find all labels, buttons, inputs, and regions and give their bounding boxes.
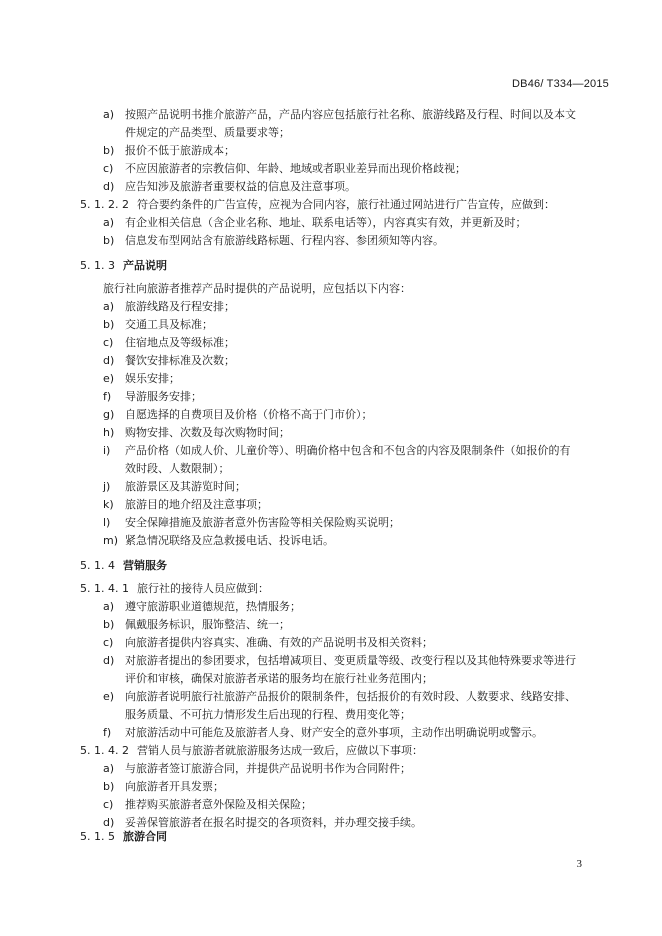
list-item-text: 旅游线路及行程安排；	[125, 300, 235, 313]
section-title: 产品说明	[122, 259, 167, 272]
clause-5-1-4-2	[80, 742, 423, 760]
page-number: 3	[576, 858, 582, 870]
list-label: b)	[103, 144, 115, 157]
list-item-text: 遵守旅游职业道德规范，热情服务；	[125, 600, 301, 613]
list-item-text: 向旅游者说明旅行社旅游产品报价的限制条件，包括报价的有效时段、人数要求、线路安排、	[125, 690, 576, 703]
list-label: d)	[103, 354, 115, 367]
clause-text: 营销人员与旅游者就旅游服务达成一致后，应做以下事项：	[136, 744, 423, 757]
list-item-text: 佩戴服务标识，服饰整洁、统一；	[125, 618, 290, 631]
clause-number: 5. 1. 4. 1	[80, 582, 129, 595]
list-label: k)	[103, 498, 114, 511]
list-item-text: 餐饮安排标准及次数；	[125, 354, 235, 367]
list-label: e)	[103, 690, 115, 703]
list-label: c)	[103, 636, 114, 649]
list-item-text: 向旅游者提供内容真实、准确、有效的产品说明书及相关资料；	[125, 636, 433, 649]
list-item-text: 评价和审核，确保对旅游者承诺的服务均在旅行社业务范围内；	[125, 672, 433, 685]
list-label: b)	[103, 618, 115, 631]
list-label: g)	[103, 408, 115, 421]
list-item-text: 旅游景区及其游览时间；	[125, 480, 246, 493]
list-label: f)	[103, 390, 112, 403]
list-label: a)	[103, 108, 115, 121]
list-item-text: 娱乐安排；	[125, 372, 180, 385]
list-label: a)	[103, 300, 115, 313]
clause-number: 5. 1. 4. 2	[80, 744, 129, 757]
list-item-text: 服务质量、不可抗力情形发生后出现的行程、费用变化等；	[125, 708, 411, 721]
list-item-text: 紧急情况联络及应急救援电话、投诉电话。	[125, 534, 334, 547]
section-title: 旅游合同	[122, 830, 167, 843]
list-label: a)	[103, 600, 115, 613]
list-item-text: 件规定的产品类型、质量要求等；	[125, 126, 290, 139]
list-label: a)	[103, 216, 115, 229]
section-title: 营销服务	[122, 559, 167, 572]
list-label: i)	[103, 444, 111, 457]
section-heading-5-1-5	[80, 828, 167, 846]
list-item-text: 效时段、人数限制）；	[125, 462, 230, 475]
list-label: c)	[103, 798, 114, 811]
clause-number: 5. 1. 2. 2	[80, 198, 129, 211]
list-item-text: 购物安排、次数及每次购物时间；	[125, 426, 290, 439]
list-item-text: 推荐购买旅游者意外保险及相关保险；	[125, 798, 312, 811]
document-standard-id: DB46/ T334—2015	[512, 78, 609, 90]
list-item-text: 导游服务安排；	[125, 390, 202, 403]
list-label: c)	[103, 162, 114, 175]
list-item-text: 住宿地点及等级标准；	[125, 336, 235, 349]
list-label: b)	[103, 318, 115, 331]
list-label: d)	[103, 654, 115, 667]
list-item-text: 交通工具及标准；	[125, 318, 213, 331]
section-intro: 旅行社向旅游者推荐产品时提供的产品说明，应包括以下内容：	[103, 282, 411, 295]
list-item-text: 对旅游活动中可能危及旅游者人身、财产安全的意外事项，主动作出明确说明或警示。	[125, 726, 543, 739]
list-item-text: 有企业相关信息（含企业名称、地址、联系电话等），内容真实有效，并更新及时；	[125, 216, 527, 229]
clause-5-1-2-2	[80, 196, 555, 214]
list-item-text: 信息发布型网站含有旅游线路标题、行程内容、参团须知等内容。	[125, 234, 444, 247]
list-item-text: 对旅游者提出的参团要求，包括增减项目、变更质量等级、改变行程以及其他特殊要求等进行	[125, 654, 576, 667]
list-label: a)	[103, 762, 115, 775]
list-item-text: 妥善保管旅游者在报名时提交的各项资料，并办理交接手续。	[125, 816, 422, 829]
list-label: m)	[103, 534, 119, 547]
clause-text: 符合要约条件的广告宣传，应视为合同内容，旅行社通过网站进行广告宣传，应做到：	[136, 198, 555, 211]
section-number: 5. 1. 5	[80, 830, 115, 843]
list-item-text: 旅游目的地介绍及注意事项；	[125, 498, 268, 511]
list-item-text: 按照产品说明书推介旅游产品，产品内容应包括旅行社名称、旅游线路及行程、时间以及本文	[125, 108, 576, 121]
list-label: c)	[103, 336, 114, 349]
list-item-text: 产品价格（如成人价、儿童价等）、明确价格中包含和不包含的内容及限制条件（如报价的有	[125, 444, 571, 457]
list-item-text: 安全保障措施及旅游者意外伤害险等相关保险购买说明；	[125, 516, 400, 529]
list-item-text: 应告知涉及旅游者重要权益的信息及注意事项。	[125, 180, 356, 193]
clause-text: 旅行社的接待人员应做到：	[136, 582, 269, 595]
list-item-text: 不应因旅游者的宗教信仰、年龄、地域或者职业差异而出现价格歧视；	[125, 162, 466, 175]
list-label: l)	[103, 516, 111, 529]
section-heading-5-1-3	[80, 257, 167, 275]
list-label: j)	[103, 480, 111, 493]
list-item-text: 报价不低于旅游成本；	[125, 144, 235, 157]
section-number: 5. 1. 3	[80, 259, 115, 272]
list-item-text: 向旅游者开具发票；	[125, 780, 224, 793]
section-heading-5-1-4	[80, 557, 167, 575]
list-item-text: 自愿选择的自费项目及价格（价格不高于门市价）；	[125, 408, 373, 421]
list-label: d)	[103, 816, 115, 829]
section-number: 5. 1. 4	[80, 559, 115, 572]
list-label: b)	[103, 780, 115, 793]
list-label: h)	[103, 426, 115, 439]
clause-5-1-4-1	[80, 580, 269, 598]
list-label: d)	[103, 180, 115, 193]
list-item-text: 与旅游者签订旅游合同，并提供产品说明书作为合同附件；	[125, 762, 411, 775]
list-label: b)	[103, 234, 115, 247]
list-label: f)	[103, 726, 112, 739]
list-label: e)	[103, 372, 115, 385]
